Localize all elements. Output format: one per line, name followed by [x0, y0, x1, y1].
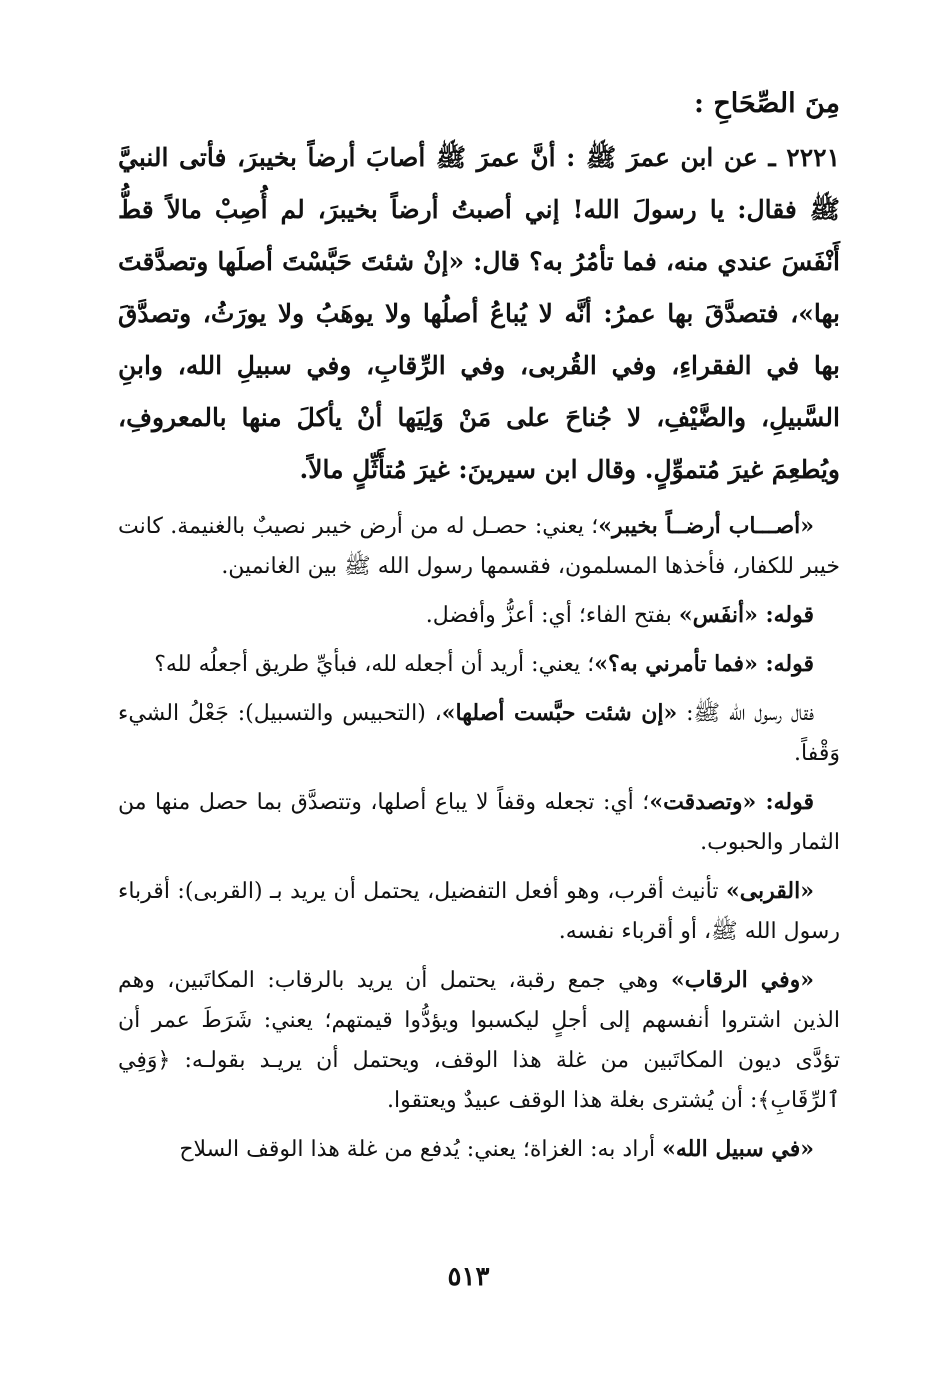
commentary-term: «في سبيل الله» — [662, 1136, 814, 1162]
section-heading: مِنَ الصِّحَاحِ : — [693, 88, 840, 119]
commentary-term: «وتصدقت» — [649, 789, 757, 815]
commentary-paragraph — [118, 782, 840, 863]
commentary-text: وهي جمع رقبة، يحتمل أن يريد بالرقاب: المكاتَبين، وهم الذين اشتروا أنفسهم إلى أجلٍ ليكسبوا ويؤدُّوا قيمتهم؛ يعني: شَرَطَ عمر أن تؤدَّى ديون المكاتَبين من غلة هذا الوقف، ويحتمل أن يريـد بقولـه: ﴿وَفِي ٱلرِّقَابِ﴾: أن يُشترى بغلة هذا الوقف عبيدٌ ويعتقوا. — [118, 968, 840, 1113]
commentary-paragraph — [118, 960, 840, 1121]
commentary-term: «أنفَس» — [678, 602, 758, 628]
page-number: ٥١٣ — [447, 1262, 490, 1292]
commentary-text: أراد به: الغزاة؛ يعني: يُدفع من غلة هذا الوقف السلاح — [179, 1137, 663, 1162]
commentary-prefix: قوله: — [757, 651, 814, 677]
commentary-term: «إن شئت حبَّست أصلها» — [441, 700, 678, 726]
commentary-text: بفتح الفاء؛ أي: أعزُّ وأفضل. — [425, 603, 679, 628]
commentary-paragraph — [118, 693, 840, 774]
commentary-prefix: قوله: — [757, 602, 814, 628]
commentary-text: ، (التحبيس والتسبيل): جَعْلُ الشيء وَقْفاً. — [118, 701, 840, 766]
commentary-paragraph — [118, 871, 840, 952]
commentary-term: «وفي الرقاب» — [671, 967, 814, 993]
commentary-prefix: فقال رسول الله ﷺ: — [677, 701, 814, 726]
commentary-paragraph — [118, 644, 840, 685]
commentary-text: ؛ يعني: أريد أن أجعله لله، فبأيِّ طريق أجعلُه لله؟ — [154, 652, 595, 677]
commentary-paragraph — [118, 595, 840, 636]
hadith-text: ٢٢٢١ ـ عن ابن عمرَ ﷺ : أنَّ عمرَ ﷺ أصابَ أرضاً بخيبرَ، فأتى النبيَّ ﷺ فقال: يا رسولَ الله! إني أصبتُ أرضاً بخيبرَ، لم أُصِبْ مالاً قطُّ أَنْفَسَ عندي منه، فما تأمُرُ به؟ قال: «إنْ شئتَ حَبَّسْتَ أصلَها وتصدَّقتَ بها»، فتصدَّقَ بها عمرُ: أنَّه لا يُباعُ أصلُها ولا يوهَبُ ولا يورَثُ، وتصدَّقَ بها في الفقراءِ، وفي القُربى، وفي الرِّقابِ، وفي سبيلِ الله، وابنِ السَّبيلِ، والضَّيْفِ، لا جُناحَ على مَنْ وَلِيَها أنْ يأكلَ منها بالمعروفِ، ويُطعِمَ غيرَ مُتموِّلٍ. وقال ابن سيرينَ: غيرَ مُتأَثِّلٍ مالاً. — [118, 143, 841, 484]
commentary-text: ؛ يعني: حصـل له من أرض خيبر نصيبٌ بالغنيمة. كانت خيبر للكفار، فأخذها المسلمون، فقسمها رسول الله ﷺ بين الغانمين. — [118, 514, 840, 579]
commentary-paragraph — [118, 506, 840, 587]
commentary-paragraph — [118, 1129, 840, 1170]
commentary-text: تأنيث أقرب، وهو أفعل التفضيل، يحتمل أن يريد بـ (القربى): أقرباء رسول الله ﷺ، أو أقرباء نفسه. — [118, 879, 840, 944]
page-text-block — [118, 82, 840, 1178]
commentary-term: «أصـــاب أرضــاً بخيبر» — [598, 513, 814, 539]
commentary-term: «القربى» — [725, 878, 814, 904]
commentary-text: ؛ أي: تجعله وقفاً لا يباع أصلها، وتتصدَّق بما حصل منها من الثمار والحبوب. — [118, 790, 840, 855]
commentary-prefix: قوله: — [756, 789, 814, 815]
commentary-term: «فما تأمرني به؟» — [594, 651, 758, 677]
